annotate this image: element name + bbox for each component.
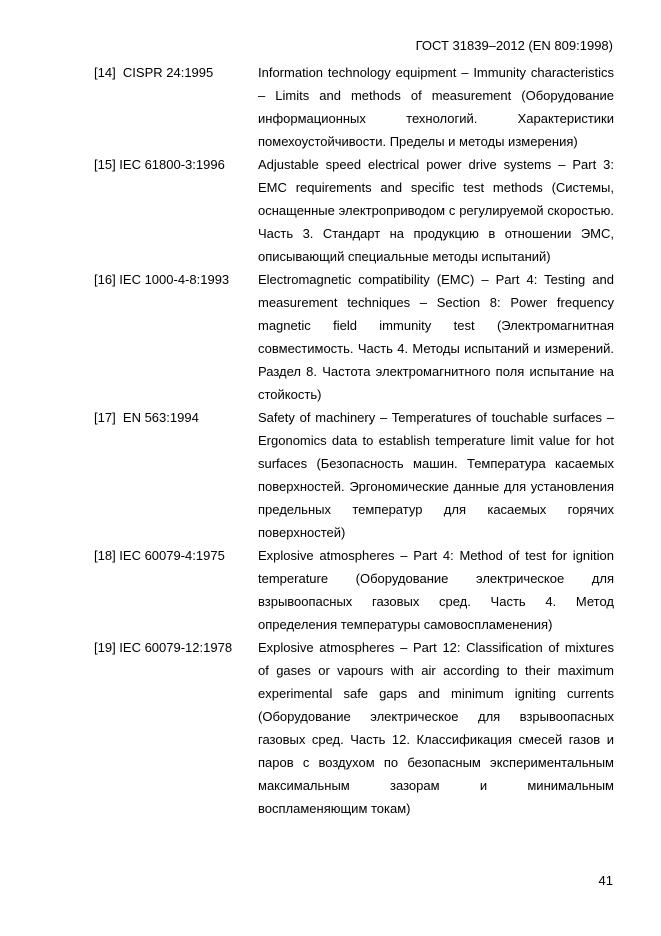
reference-item — [94, 544, 614, 636]
reference-text: Explosive atmospheres – Part 4: Method of test for ignition temperature (Оборудование электрическое для взрывоопасных газовых сред. Часть 4. Метод определения температуры самовоспламенения) — [258, 548, 614, 632]
reference-text: Electromagnetic compatibility (EMC) – Part 4: Testing and measurement techniques – Section 8: Power frequency magnetic field immunity test (Электромагнитная совместимость. Часть 4. Методы испытаний и измерений. Раздел 8. Частота электромагнитного поля испытание на стойкость) — [258, 272, 614, 402]
reference-list — [94, 61, 614, 820]
document-header: ГОСТ 31839–2012 (EN 809:1998) — [415, 38, 613, 53]
reference-item — [94, 406, 614, 544]
reference-item — [94, 153, 614, 268]
reference-id: [18] IEC 60079-4:1975 — [94, 548, 225, 563]
reference-id: [14] CISPR 24:1995 — [94, 65, 214, 80]
reference-id: [17] EN 563:1994 — [94, 410, 199, 425]
reference-item — [94, 268, 614, 406]
page-number: 41 — [598, 873, 613, 888]
reference-id: [15] IEC 61800-3:1996 — [94, 157, 225, 172]
reference-id: [19] IEC 60079-12:1978 — [94, 640, 233, 655]
reference-text: Explosive atmospheres – Part 12: Classification of mixtures of gases or vapours with air according to their maximum experimental safe gaps and minimum igniting currents (Оборудование электрическое для взрывоопасных газовых сред. Часть 12. Классификация смесей газов и паров с воздухом по безопасным экспериментальным максимальным зазорам и минимальным воспламеняющим токам) — [258, 640, 614, 816]
reference-text: Information technology equipment – Immunity characteristics – Limits and methods of measurement (Оборудование информационных технологий. Характеристики помехоустойчивости. Пределы и методы измерения) — [258, 65, 614, 149]
reference-item — [94, 61, 614, 153]
reference-item — [94, 636, 614, 820]
reference-text: Adjustable speed electrical power drive systems – Part 3: EMC requirements and specific test methods (Системы, оснащенные электроприводом с регулируемой скоростью. Часть 3. Стандарт на продукцию в отношении ЭМС, описывающий специальные методы испытаний) — [258, 157, 614, 264]
reference-text: Safety of machinery – Temperatures of touchable surfaces – Ergonomics data to establish temperature limit value for hot surfaces (Безопасность машин. Температура касаемых поверхностей. Эргономические данные для установления предельных температур для касаемых горячих поверхностей) — [258, 410, 614, 540]
reference-id: [16] IEC 1000-4-8:1993 — [94, 272, 230, 287]
